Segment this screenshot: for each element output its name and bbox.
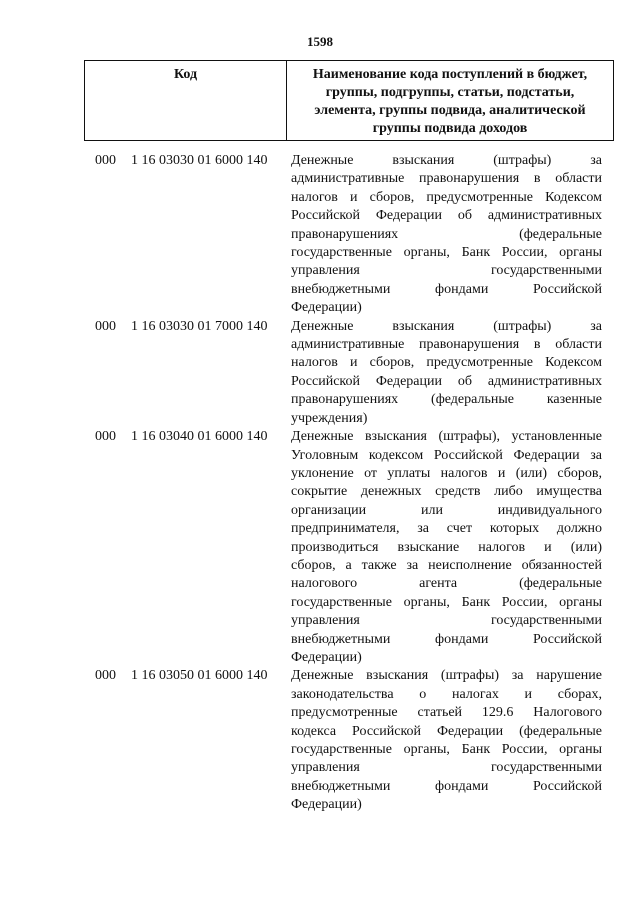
description-line: правонарушениях (федеральные: [291, 226, 602, 242]
description-line: Денежные взыскания (штрафы) за: [291, 153, 602, 168]
description-line: предусмотренные статьей 129.6 Налогового: [291, 705, 602, 721]
income-description: [291, 428, 602, 667]
income-code: 1 16 03030 01 6000 140: [131, 153, 268, 168]
admin-code: 000: [95, 668, 116, 684]
description-line: Денежные взыскания (штрафы) за нарушение: [291, 668, 602, 684]
description-line: Федерации): [291, 797, 362, 813]
description-line: Российской Федерации об административных: [291, 373, 602, 389]
table-row: [0, 318, 640, 428]
description-line: сокрытие денежных средств либо имущества: [291, 484, 602, 500]
description-line: учреждения): [291, 410, 368, 426]
income-description: [291, 152, 602, 318]
income-code: 1 16 03040 01 6000 140: [131, 429, 268, 445]
income-code: 1 16 03050 01 6000 140: [131, 668, 268, 684]
description-line: внебюджетными фондами Российской: [291, 778, 602, 794]
description-line: Денежные взыскания (штрафы) за: [291, 318, 602, 334]
description-line: сборов, а также за неисполнение обязанностей: [291, 557, 602, 573]
header-code-column: Код: [85, 61, 287, 141]
income-description: [291, 667, 602, 814]
header-name-column: [287, 61, 614, 141]
admin-code: 000: [95, 429, 116, 445]
description-line: налогов и сборов, предусмотренные Кодексом: [291, 355, 602, 371]
page-number: 1598: [307, 34, 333, 49]
description-line: управления государственными: [291, 760, 602, 776]
description-line: предпринимателя, за счет которых должно: [291, 521, 602, 537]
description-line: государственные органы, Банк России, органы: [291, 594, 602, 610]
description-line: Денежные взыскания (штрафы), установленные: [291, 429, 602, 445]
description-line: административные правонарушения в области: [291, 337, 602, 353]
description-line: государственные органы, Банк России, органы: [291, 245, 602, 261]
description-line: управления государственными: [291, 263, 602, 279]
description-line: производиться взыскание налогов и (или): [291, 539, 602, 555]
description-line: законодательства о налогах и сборах,: [291, 686, 602, 702]
description-line: административные правонарушения в области: [291, 171, 602, 187]
header-name-line: группы, подгруппы, статьи, подстатьи,: [325, 85, 575, 100]
income-code: 1 16 03030 01 7000 140: [131, 318, 268, 334]
table-row: [0, 152, 640, 318]
description-line: правонарушениях (федеральные казенные: [291, 392, 602, 408]
header-name-line: элемента, группы подвида, аналитической: [314, 103, 586, 118]
description-line: государственные органы, Банк России, органы: [291, 742, 602, 757]
description-line: Федерации): [291, 649, 362, 665]
table-header: [84, 60, 614, 141]
admin-code: 000: [95, 153, 116, 168]
table-row: [0, 667, 640, 814]
description-line: организации или индивидуального: [291, 502, 602, 518]
description-line: налогового агента (федеральные: [291, 576, 602, 592]
income-description: [291, 318, 602, 428]
description-line: Российской Федерации об административных: [291, 208, 602, 224]
header-name-line: Наименование кода поступлений в бюджет,: [312, 67, 588, 82]
description-line: управления государственными: [291, 613, 602, 629]
entries-list: [0, 152, 640, 815]
description-line: Уголовным кодексом Российской Федерации за: [291, 447, 602, 463]
description-line: Федерации): [291, 300, 362, 316]
description-line: уклонение от уплаты налогов и (или) сборов,: [291, 465, 602, 481]
description-line: налогов и сборов, предусмотренные Кодексом: [291, 189, 602, 205]
description-line: внебюджетными фондами Российской: [291, 631, 602, 647]
admin-code: 000: [95, 318, 116, 334]
description-line: внебюджетными фондами Российской: [291, 281, 602, 297]
table-row: [0, 428, 640, 667]
header-name-line: группы подвида доходов: [372, 121, 528, 136]
description-line: кодекса Российской Федерации (федеральные: [291, 723, 602, 739]
